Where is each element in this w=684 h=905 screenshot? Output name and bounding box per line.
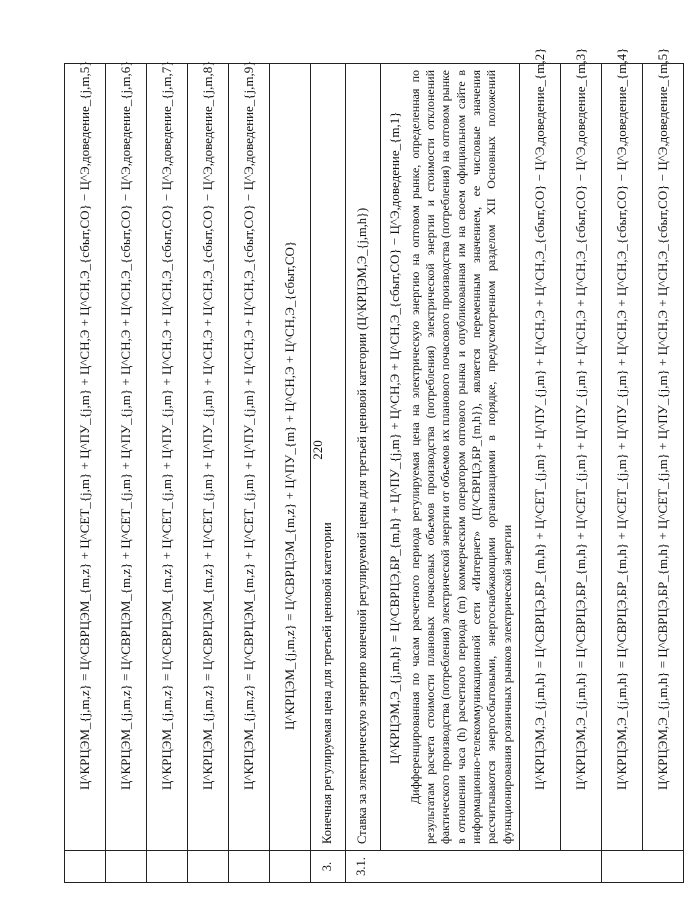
table-row [311,64,346,883]
row-number-cell [65,851,106,883]
table-row [270,64,311,883]
section-3-1-title: Ставка за электрическую энергию конечной регулируемой цены для третьей ценовой категории (Ц^КРЦЭМ,Э_{j,m,h}) [346,64,381,851]
formula-top-4: Ц^КРЦЭМ_{j,m,z} = Ц^СВРЦЭМ_{m,z} + Ц^СЕТ_{j,m} + Ц^ПУ_{j,m} + Ц^СН,Э + Ц^СН,Э_{сбыт,СО} − Ц^Э,доведение_{j,m,8} [188,64,229,851]
formula-top-6: Ц^КРЦЭМ_{j,m,z} = Ц^СВРЦЭМ_{m,z} + Ц^ПУ_{m} + Ц^СН,Э + Ц^СН,Э_{сбыт,СО} [270,64,311,851]
row-number-cell [602,851,684,883]
main-formula: Ц^КРЦЭМ,Э_{j,m,h} = Ц^СВРЦЭ,БР_{m,h} + Ц^ПУ_{j,m} + Ц^СН,Э + Ц^СН,Э_{сбыт,СО} − Ц^Э,доведение_{m,1} [387,111,402,764]
paragraph: Дифференцированная по часам расчетного периода регулируемая цена на электрическую энергию на оптовом рынке, определенная по результатам расчета стоимости плановых почасовых объемов производства (потребления) электрической энергии и стоимости отклонений фактического производства (потребления) электрической энергии от объемов их планового почасового производства (потребления) на оптовом рынке в отношении часа (h) расчетного периода (m) коммерческим оператором оптового рынка и опубликованная им на своем официальном сайте в информационно-телекоммуникационной сети «Интернет» (Ц^СВРЦЭ,БР_{m,h}), является переменным значением, ее числовые значения рассчитываются энергосбытовыми, энергоснабжающими организациями в порядке, предусмотренном разделом XII Основных положений функционирования розничных рынков электрической энергии [407,70,514,844]
formula-top-3: Ц^КРЦЭМ_{j,m,z} = Ц^СВРЦЭМ_{m,z} + Ц^СЕТ_{j,m} + Ц^ПУ_{j,m} + Ц^СН,Э + Ц^СН,Э_{сбыт,СО} − Ц^Э,доведение_{j,m,7} [147,64,188,851]
formula-3-1-1: Ц^КРЦЭМ,Э_{j,m,h} = Ц^СВРЦЭ,БР_{m,h} + Ц^СЕТ_{j,m} + Ц^ПУ_{j,m} + Ц^СН,Э + Ц^СН,Э_{сбыт,СО} − Ц^Э,доведение_{m,2} [520,64,561,851]
formula-top-2: Ц^КРЦЭМ_{j,m,z} = Ц^СВРЦЭМ_{m,z} + Ц^СЕТ_{j,m} + Ц^ПУ_{j,m} + Ц^СН,Э + Ц^СН,Э_{сбыт,СО} − Ц^Э,доведение_{j,m,6} [106,64,147,851]
formula-3-1-4: Ц^КРЦЭМ,Э_{j,m,h} = Ц^СВРЦЭ,БР_{m,h} + Ц^СЕТ_{j,m} + Ц^ПУ_{j,m} + Ц^СН,Э + Ц^СН,Э_{сбыт,СО} − Ц^Э,доведение_{m,5} [643,64,684,851]
table-row [602,64,643,883]
section-3-1-number: 3.1. [346,851,602,883]
tariff-table [64,47,684,883]
formula-top-1: Ц^КРЦЭМ_{j,m,z} = Ц^СВРЦЭМ_{m,z} + Ц^СЕТ_{j,m} + Ц^ПУ_{j,m} + Ц^СН,Э + Ц^СН,Э_{сбыт,СО} − Ц^Э,доведение_{j,m,5} [65,64,106,851]
row-number-cell [270,851,311,883]
table-row [188,64,229,883]
table-row [229,64,270,883]
row-number-cell [147,851,188,883]
section-3-1-body [381,64,520,851]
formula-top-5: Ц^КРЦЭМ_{j,m,z} = Ц^СВРЦЭМ_{m,z} + Ц^СЕТ_{j,m} + Ц^ПУ_{j,m} + Ц^СН,Э + Ц^СН,Э_{сбыт,СО} − Ц^Э,доведение_{j,m,9} [229,64,270,851]
row-number-cell [188,851,229,883]
formula-3-1-3: Ц^КРЦЭМ,Э_{j,m,h} = Ц^СВРЦЭ,БР_{m,h} + Ц^СЕТ_{j,m} + Ц^ПУ_{j,m} + Ц^СН,Э + Ц^СН,Э_{сбыт,СО} − Ц^Э,доведение_{m,4} [602,64,643,851]
rotated-table-frame [64,47,671,883]
section-3-title: Конечная регулируемая цена для третьей ценовой категории [311,64,346,851]
table-row [520,64,561,883]
table-row [643,64,684,883]
table-row [65,64,106,883]
table-row [147,64,188,883]
table-row [346,64,381,883]
formula-3-1-2: Ц^КРЦЭМ,Э_{j,m,h} = Ц^СВРЦЭ,БР_{m,h} + Ц^СЕТ_{j,m} + Ц^ПУ_{j,m} + Ц^СН,Э + Ц^СН,Э_{сбыт,СО} − Ц^Э,доведение_{m,3} [561,64,602,851]
section-3-number: 3. [311,851,346,883]
table-row [381,64,520,883]
table-row [106,64,147,883]
row-number-cell [106,851,147,883]
row-number-cell [229,851,270,883]
page-number: 220 [310,440,325,460]
table-row [561,64,602,883]
